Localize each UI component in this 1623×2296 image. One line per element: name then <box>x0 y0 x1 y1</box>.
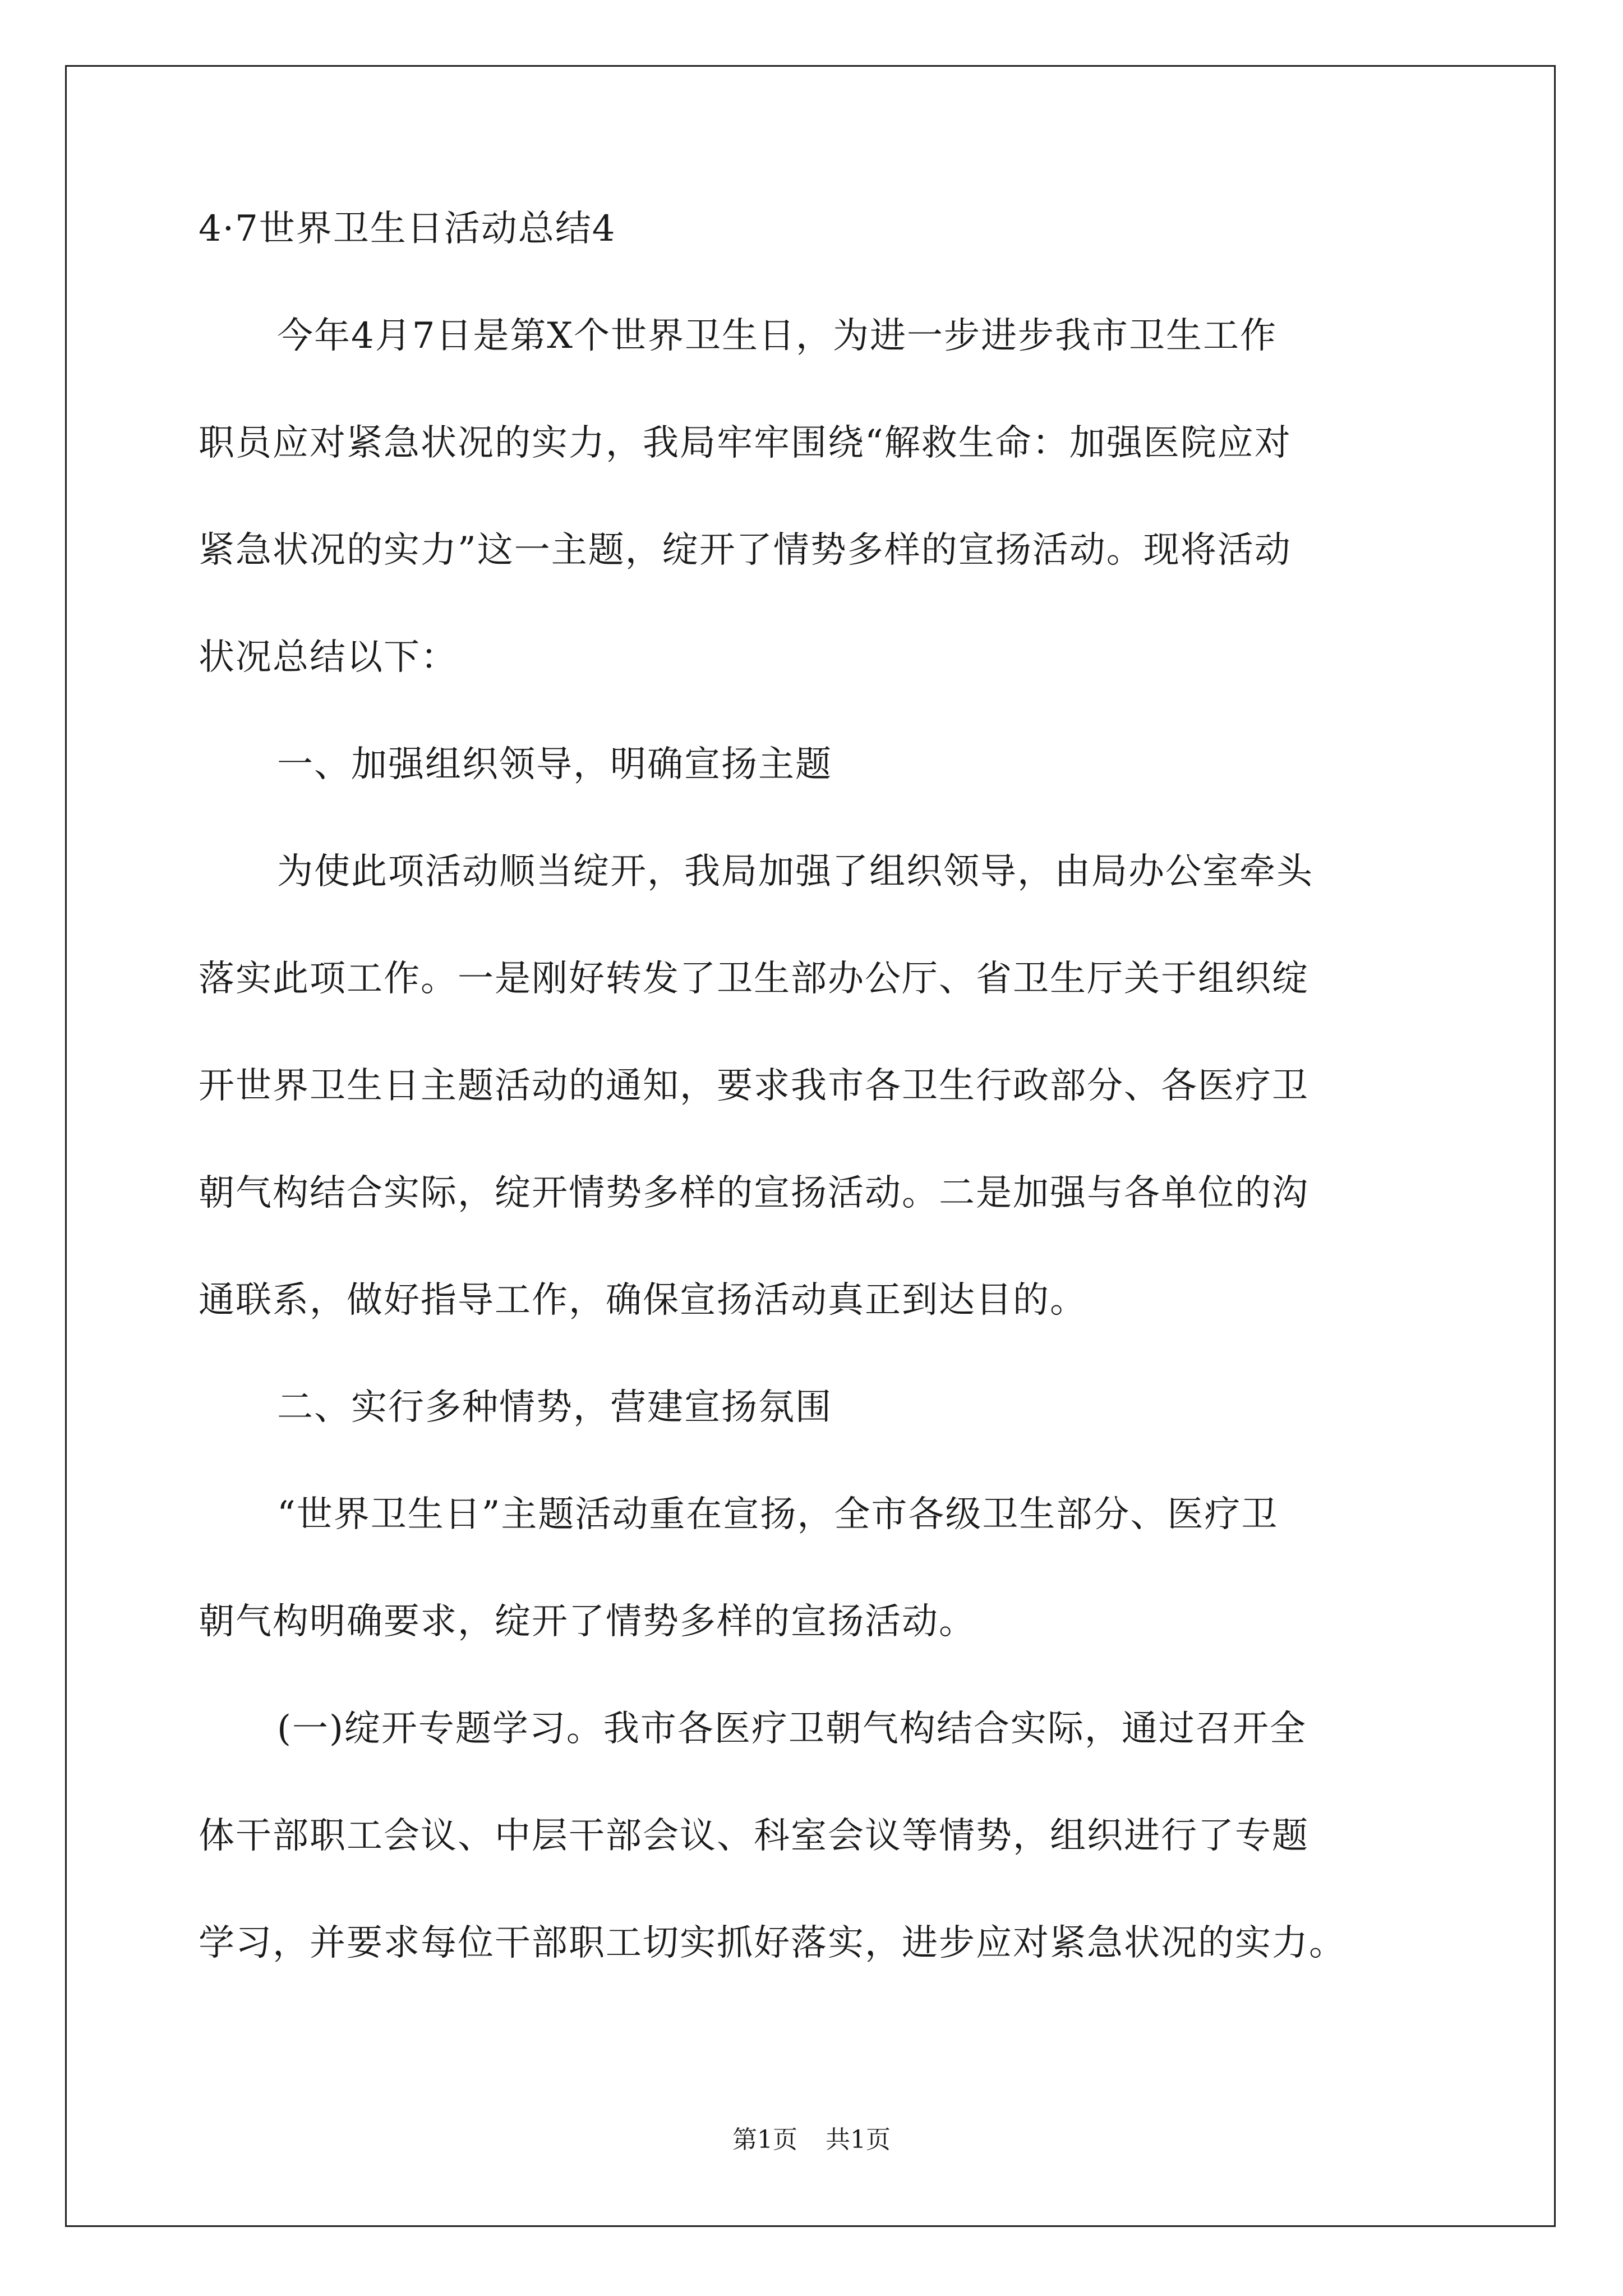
document-body <box>199 202 1432 1970</box>
paragraph-line: “世界卫生日”主题活动重在宣扬，全市各级卫生部分、医疗卫 <box>277 1494 1279 1535</box>
paragraph-line: 开世界卫生日主题活动的通知，要求我市各卫生行政部分、各医疗卫 <box>199 1065 1309 1107</box>
paragraph-line: 体干部职工会议、中层干部会议、科室会议等情势，组织进行了专题 <box>199 1815 1309 1857</box>
section-heading: 一、加强组织领导，明确宣扬主题 <box>277 744 832 785</box>
paragraph-line: 学习，并要求每位干部职工切实抓好落实，进步应对紧急状况的实力。 <box>199 1922 1346 1964</box>
section-heading: 二、实行多种情势，营建宣扬氛围 <box>277 1387 832 1428</box>
paragraph-line: 今年4月7日是第X个世界卫生日，为进一步进步我市卫生工作 <box>277 315 1277 357</box>
page-footer <box>0 2123 1623 2157</box>
page-total: 共1页 <box>826 2125 891 2154</box>
paragraph-line: (一)绽开专题学习。我市各医疗卫朝气构结合实际，通过召开全 <box>277 1708 1307 1750</box>
page-number: 第1页 <box>732 2125 797 2154</box>
paragraph-line: 紧急状况的实力”这一主题，绽开了情势多样的宣扬活动。现将活动 <box>199 530 1292 571</box>
document-title: 4·7世界卫生日活动总结4 <box>199 208 616 250</box>
paragraph-line: 落实此项工作。一是刚好转发了卫生部办公厅、省卫生厅关于组织绽 <box>199 958 1309 1000</box>
paragraph-line: 职员应对紧急状况的实力，我局牢牢围绕“解救生命：加强医院应对 <box>199 422 1292 464</box>
paragraph-line: 为使此项活动顺当绽开，我局加强了组织领导，由局办公室牵头 <box>277 851 1313 892</box>
paragraph-line: 朝气构结合实际，绽开情势多样的宣扬活动。二是加强与各单位的沟 <box>199 1172 1309 1214</box>
paragraph-line: 朝气构明确要求，绽开了情势多样的宣扬活动。 <box>199 1601 976 1642</box>
paragraph-line: 通联系，做好指导工作，确保宣扬活动真正到达目的。 <box>199 1280 1087 1321</box>
paragraph-line: 状况总结以下： <box>199 637 458 678</box>
